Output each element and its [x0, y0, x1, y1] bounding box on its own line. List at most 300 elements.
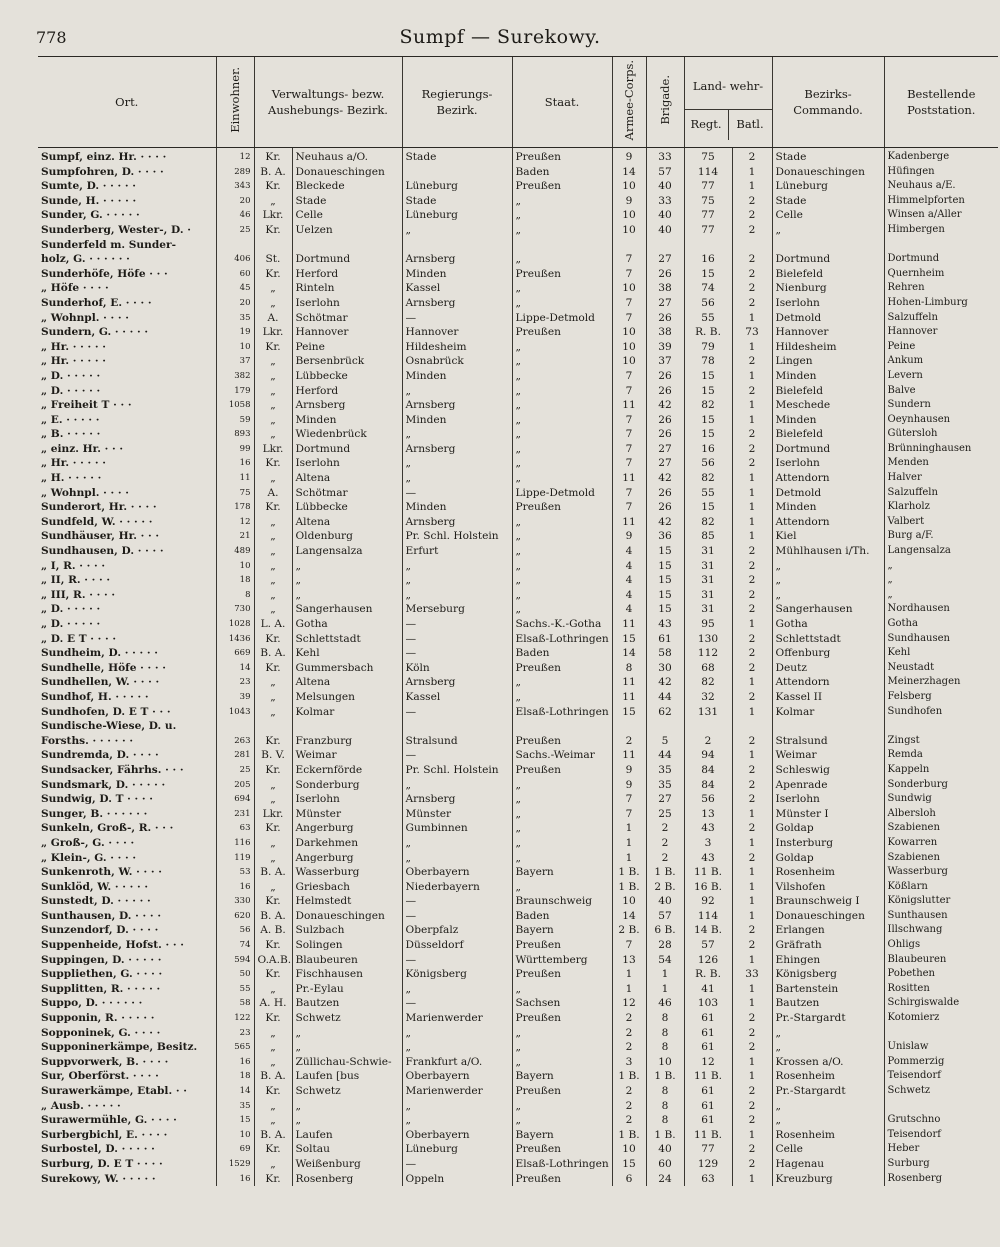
cell-regt: 13: [684, 807, 732, 822]
cell-ort: Sundhellen, W. · · · ·: [41, 676, 160, 689]
cell-armee-corps: 14: [612, 909, 646, 924]
cell-brigade: 40: [646, 179, 684, 194]
cell-poststation: Königslutter: [884, 894, 998, 909]
cell-ort: Sundhausen, D. · · · ·: [41, 545, 164, 558]
cell-einwohner: 281: [216, 748, 254, 763]
cell-regierung: —: [402, 646, 512, 661]
cell-regt: 3: [684, 836, 732, 851]
cell-staat: „: [512, 792, 612, 807]
cell-regt: 79: [684, 340, 732, 355]
table-row: [38, 1011, 998, 1026]
cell-bezirks-commando: „: [772, 1099, 884, 1114]
cell-ort: Forsths. · · · · · ·: [41, 734, 134, 747]
table-row: [38, 923, 998, 938]
cell-einwohner: 99: [216, 442, 254, 457]
cell-regt: R. B.: [684, 967, 732, 982]
cell-verwaltung-type: „: [254, 1040, 292, 1055]
cell-regierung: Merseburg: [402, 602, 512, 617]
cell-regt: 11 B.: [684, 1069, 732, 1084]
cell-verwaltung-type: „: [254, 413, 292, 428]
cell-regt: 31: [684, 602, 732, 617]
cell-bezirks-commando: Mühlhausen i/Th.: [772, 544, 884, 559]
table-row: [38, 456, 998, 471]
cell-verwaltung-type: Kr.: [254, 148, 292, 165]
cell-bezirks-commando: Erlangen: [772, 923, 884, 938]
cell-ort: „ Höfe · · · ·: [41, 282, 109, 295]
cell-ort: holz, G. · · · · · ·: [41, 253, 130, 266]
cell-armee-corps: 2 B.: [612, 923, 646, 938]
header-bezirks-label: Bezirks- Commando.: [793, 86, 863, 117]
table-row: [38, 311, 998, 326]
cell-ort: Sunderberg, Wester-, D. ·: [41, 223, 191, 236]
cell-staat: Preußen: [512, 661, 612, 676]
cell-armee-corps: 7: [612, 267, 646, 282]
cell-einwohner: 1058: [216, 398, 254, 413]
table-row: [38, 442, 998, 457]
cell-verwaltung-type: Kr.: [254, 1172, 292, 1187]
cell-ort: Sopponinek, G. · · · ·: [41, 1026, 161, 1039]
table-row: [38, 602, 998, 617]
cell-brigade: 35: [646, 778, 684, 793]
cell-brigade: 2 B.: [646, 880, 684, 895]
cell-bezirks-commando: [772, 238, 884, 253]
header-regierung: [402, 57, 512, 148]
cell-batl: 1: [732, 807, 772, 822]
cell-ort: Sundwig, D. T · · · ·: [41, 793, 153, 806]
cell-armee-corps: 10: [612, 340, 646, 355]
cell-regierung: Minden: [402, 500, 512, 515]
header-ort: [38, 57, 216, 148]
cell-regierung: Arnsberg: [402, 675, 512, 690]
cell-armee-corps: 1 B.: [612, 1069, 646, 1084]
cell-ort: Surawermühle, G. · · · ·: [41, 1114, 177, 1127]
cell-verwaltung-type: Kr.: [254, 894, 292, 909]
cell-verwaltung-type: Kr.: [254, 1084, 292, 1099]
cell-verwaltung-bezirk: Bersenbrück: [292, 354, 402, 369]
table-row: [38, 325, 998, 340]
cell-verwaltung-bezirk: „: [292, 1040, 402, 1055]
cell-armee-corps: 10: [612, 281, 646, 296]
table-row: [38, 909, 998, 924]
cell-verwaltung-type: B. A.: [254, 1128, 292, 1143]
cell-einwohner: 289: [216, 165, 254, 180]
cell-batl: 2: [732, 194, 772, 209]
cell-batl: 2: [732, 281, 772, 296]
cell-bezirks-commando: Minden: [772, 500, 884, 515]
cell-verwaltung-type: „: [254, 1026, 292, 1041]
cell-brigade: 15: [646, 559, 684, 574]
cell-brigade: 26: [646, 486, 684, 501]
cell-regt: 77: [684, 223, 732, 238]
cell-brigade: 27: [646, 296, 684, 311]
cell-brigade: 1 B.: [646, 1069, 684, 1084]
cell-regt: 57: [684, 938, 732, 953]
cell-regierung: Oberbayern: [402, 1128, 512, 1143]
table-row: [38, 515, 998, 530]
cell-staat: „: [512, 369, 612, 384]
cell-verwaltung-bezirk: Bleckede: [292, 179, 402, 194]
cell-armee-corps: [612, 719, 646, 734]
cell-brigade: 1: [646, 967, 684, 982]
header-verwaltung: [254, 57, 402, 148]
cell-regierung: Hildesheim: [402, 340, 512, 355]
cell-regierung: Stade: [402, 194, 512, 209]
cell-einwohner: 55: [216, 982, 254, 997]
cell-verwaltung-bezirk: Kolmar: [292, 705, 402, 720]
cell-verwaltung-bezirk: Münster: [292, 807, 402, 822]
cell-verwaltung-bezirk: Gotha: [292, 617, 402, 632]
table-row: [38, 982, 998, 997]
cell-regierung: Marienwerder: [402, 1084, 512, 1099]
cell-bezirks-commando: „: [772, 1113, 884, 1128]
cell-einwohner: 23: [216, 675, 254, 690]
cell-batl: 2: [732, 1142, 772, 1157]
cell-brigade: 57: [646, 165, 684, 180]
cell-verwaltung-bezirk: Minden: [292, 413, 402, 428]
cell-staat: „: [512, 573, 612, 588]
cell-armee-corps: 4: [612, 588, 646, 603]
cell-armee-corps: 7: [612, 369, 646, 384]
cell-armee-corps: 10: [612, 354, 646, 369]
cell-regt: 95: [684, 617, 732, 632]
cell-batl: 2: [732, 252, 772, 267]
cell-verwaltung-bezirk: Franzburg: [292, 734, 402, 749]
cell-regierung: Niederbayern: [402, 880, 512, 895]
cell-ort: Sumte, D. · · · · ·: [41, 180, 136, 193]
cell-regt: 114: [684, 909, 732, 924]
cell-bezirks-commando: Lüneburg: [772, 179, 884, 194]
cell-regt: 56: [684, 296, 732, 311]
cell-ort: „ Freiheit T · · ·: [41, 399, 132, 412]
cell-regierung: Münster: [402, 807, 512, 822]
cell-batl: 2: [732, 573, 772, 588]
cell-verwaltung-bezirk: Schötmar: [292, 311, 402, 326]
cell-einwohner: 10: [216, 340, 254, 355]
cell-brigade: 15: [646, 544, 684, 559]
table-row: [38, 588, 998, 603]
cell-regierung: Königsberg: [402, 967, 512, 982]
cell-bezirks-commando: Kreuzburg: [772, 1172, 884, 1187]
cell-verwaltung-type: „: [254, 296, 292, 311]
cell-ort: „ B. · · · · ·: [41, 428, 101, 441]
table-row: [38, 573, 998, 588]
cell-batl: 2: [732, 588, 772, 603]
cell-ort: Sumpfohren, D. · · · ·: [41, 165, 164, 178]
cell-batl: 1: [732, 996, 772, 1011]
cell-ort: „ Hr. · · · · ·: [41, 457, 106, 470]
cell-verwaltung-type: „: [254, 573, 292, 588]
table-row: [38, 369, 998, 384]
cell-regierung: Lüneburg: [402, 1142, 512, 1157]
cell-bezirks-commando: Dortmund: [772, 252, 884, 267]
cell-regierung: Marienwerder: [402, 1011, 512, 1026]
cell-regt: 14 B.: [684, 923, 732, 938]
cell-einwohner: 59: [216, 413, 254, 428]
cell-bezirks-commando: Bielefeld: [772, 267, 884, 282]
cell-brigade: 42: [646, 398, 684, 413]
cell-regierung: „: [402, 427, 512, 442]
cell-brigade: 8: [646, 1084, 684, 1099]
table-row: [38, 792, 998, 807]
cell-batl: 2: [732, 792, 772, 807]
cell-einwohner: 15: [216, 1113, 254, 1128]
cell-verwaltung-type: Kr.: [254, 500, 292, 515]
cell-staat: Preußen: [512, 179, 612, 194]
cell-brigade: 15: [646, 602, 684, 617]
cell-regierung: [402, 238, 512, 253]
cell-bezirks-commando: Goldap: [772, 821, 884, 836]
cell-verwaltung-bezirk: Schwetz: [292, 1084, 402, 1099]
cell-poststation: Oeynhausen: [884, 413, 998, 428]
cell-staat: Sachsen: [512, 996, 612, 1011]
cell-einwohner: 489: [216, 544, 254, 559]
cell-armee-corps: 2: [612, 1026, 646, 1041]
cell-bezirks-commando: Celle: [772, 208, 884, 223]
cell-brigade: 44: [646, 690, 684, 705]
cell-brigade: 43: [646, 617, 684, 632]
cell-poststation: Szabienen: [884, 821, 998, 836]
cell-regt: 131: [684, 705, 732, 720]
cell-staat: Preußen: [512, 1084, 612, 1099]
table-row: [38, 763, 998, 778]
cell-armee-corps: 9: [612, 763, 646, 778]
cell-einwohner: 1436: [216, 632, 254, 647]
cell-einwohner: 10: [216, 559, 254, 574]
cell-staat: „: [512, 588, 612, 603]
header-ort-label: Ort.: [115, 94, 139, 109]
cell-regt: 82: [684, 675, 732, 690]
cell-brigade: 35: [646, 763, 684, 778]
cell-ort: Surbostel, D. · · · · ·: [41, 1143, 155, 1156]
cell-einwohner: 58: [216, 996, 254, 1011]
cell-einwohner: 730: [216, 602, 254, 617]
cell-staat: „: [512, 1113, 612, 1128]
cell-brigade: 5: [646, 734, 684, 749]
cell-regierung: Gumbinnen: [402, 821, 512, 836]
cell-regt: 15: [684, 500, 732, 515]
cell-armee-corps: 2: [612, 1099, 646, 1114]
cell-staat: „: [512, 807, 612, 822]
cell-poststation: Kößlarn: [884, 880, 998, 895]
cell-poststation: Salzuffeln: [884, 311, 998, 326]
cell-armee-corps: 10: [612, 325, 646, 340]
table-row: [38, 413, 998, 428]
cell-staat: „: [512, 544, 612, 559]
cell-bezirks-commando: Meschede: [772, 398, 884, 413]
cell-brigade: 24: [646, 1172, 684, 1187]
cell-batl: 1: [732, 675, 772, 690]
cell-regierung: „: [402, 559, 512, 574]
cell-brigade: 27: [646, 456, 684, 471]
cell-bezirks-commando: Stralsund: [772, 734, 884, 749]
running-head: Sumpf — Surekowy.: [399, 26, 601, 48]
cell-einwohner: 1529: [216, 1157, 254, 1172]
cell-einwohner: 18: [216, 573, 254, 588]
cell-batl: 33: [732, 967, 772, 982]
cell-verwaltung-type: B. A.: [254, 1069, 292, 1084]
cell-verwaltung-bezirk: Züllichau-Schwie-: [292, 1055, 402, 1070]
cell-ort: Sunkenroth, W. · · · ·: [41, 866, 162, 879]
cell-regt: 31: [684, 588, 732, 603]
cell-armee-corps: 7: [612, 384, 646, 399]
cell-ort: Sundhofen, D. E T · · ·: [41, 705, 171, 718]
cell-brigade: 42: [646, 675, 684, 690]
cell-poststation: Brünninghausen: [884, 442, 998, 457]
cell-staat: Preußen: [512, 267, 612, 282]
cell-verwaltung-type: Lkr.: [254, 208, 292, 223]
cell-regt: 61: [684, 1040, 732, 1055]
cell-batl: 2: [732, 938, 772, 953]
cell-poststation: Valbert: [884, 515, 998, 530]
header-einwohner: [216, 57, 254, 148]
cell-ort: Sumpf, einz. Hr. · · · ·: [41, 151, 167, 163]
cell-regierung: „: [402, 384, 512, 399]
table-row: [38, 208, 998, 223]
cell-staat: „: [512, 880, 612, 895]
cell-bezirks-commando: Stade: [772, 148, 884, 165]
cell-regt: 43: [684, 821, 732, 836]
cell-ort: „ Ausb. · · · · ·: [41, 1099, 121, 1112]
cell-ort: Sunderhof, E. · · · ·: [41, 296, 152, 309]
cell-brigade: 8: [646, 1026, 684, 1041]
cell-verwaltung-bezirk: Wiedenbrück: [292, 427, 402, 442]
cell-batl: 2: [732, 763, 772, 778]
cell-staat: Bayern: [512, 1069, 612, 1084]
cell-verwaltung-type: Kr.: [254, 223, 292, 238]
cell-verwaltung-type: „: [254, 398, 292, 413]
cell-poststation: [884, 1026, 998, 1041]
cell-verwaltung-bezirk: Angerburg: [292, 821, 402, 836]
cell-einwohner: 75: [216, 486, 254, 501]
cell-verwaltung-bezirk: Schötmar: [292, 486, 402, 501]
cell-staat: Preußen: [512, 1172, 612, 1187]
cell-poststation: Menden: [884, 456, 998, 471]
cell-einwohner: 12: [216, 148, 254, 165]
cell-regt: 82: [684, 515, 732, 530]
cell-einwohner: 39: [216, 690, 254, 705]
cell-staat: „: [512, 559, 612, 574]
cell-brigade: 27: [646, 792, 684, 807]
cell-verwaltung-type: „: [254, 602, 292, 617]
cell-verwaltung-bezirk: Sangerhausen: [292, 602, 402, 617]
cell-verwaltung-bezirk: Hannover: [292, 325, 402, 340]
cell-poststation: Pobethen: [884, 967, 998, 982]
cell-batl: [732, 719, 772, 734]
cell-ort: Sunstedt, D. · · · · ·: [41, 895, 151, 908]
cell-ort: Sundsmark, D. · · · · ·: [41, 778, 166, 791]
cell-bezirks-commando: Rosenheim: [772, 1128, 884, 1143]
cell-einwohner: 16: [216, 456, 254, 471]
cell-verwaltung-bezirk: „: [292, 573, 402, 588]
cell-armee-corps: 12: [612, 996, 646, 1011]
cell-armee-corps: 14: [612, 165, 646, 180]
table-row: [38, 938, 998, 953]
cell-batl: 1: [732, 398, 772, 413]
cell-ort: Supponin, R. · · · · ·: [41, 1012, 155, 1025]
cell-ort: Suppenheide, Hofst. · · ·: [41, 939, 184, 952]
cell-verwaltung-bezirk: Helmstedt: [292, 894, 402, 909]
cell-verwaltung-type: Kr.: [254, 632, 292, 647]
cell-verwaltung-bezirk: Eckernförde: [292, 763, 402, 778]
cell-bezirks-commando: Vilshofen: [772, 880, 884, 895]
cell-armee-corps: 8: [612, 661, 646, 676]
header-landwehr: [684, 57, 772, 148]
cell-poststation: Neuhaus a/E.: [884, 179, 998, 194]
cell-ort: „ Groß-, G. · · · ·: [41, 836, 135, 849]
cell-verwaltung-bezirk: Soltau: [292, 1142, 402, 1157]
cell-einwohner: 205: [216, 778, 254, 793]
cell-armee-corps: 7: [612, 807, 646, 822]
cell-staat: Bayern: [512, 865, 612, 880]
cell-bezirks-commando: „: [772, 1040, 884, 1055]
cell-armee-corps: 1: [612, 967, 646, 982]
cell-verwaltung-bezirk: Oldenburg: [292, 529, 402, 544]
cell-ort: Sundhof, H. · · · · ·: [41, 690, 149, 703]
cell-staat: „: [512, 471, 612, 486]
cell-bezirks-commando: Iserlohn: [772, 296, 884, 311]
cell-verwaltung-bezirk: „: [292, 1099, 402, 1114]
cell-ort: „ D. · · · · ·: [41, 603, 101, 616]
cell-regierung: Lüneburg: [402, 208, 512, 223]
cell-batl: 2: [732, 296, 772, 311]
cell-verwaltung-bezirk: Weimar: [292, 748, 402, 763]
cell-batl: 1: [732, 311, 772, 326]
cell-regt: 15: [684, 427, 732, 442]
cell-batl: 1: [732, 413, 772, 428]
cell-regierung: —: [402, 1157, 512, 1172]
cell-poststation: Peine: [884, 340, 998, 355]
cell-brigade: 26: [646, 311, 684, 326]
cell-batl: 2: [732, 1099, 772, 1114]
cell-verwaltung-type: „: [254, 471, 292, 486]
cell-poststation: Illschwang: [884, 923, 998, 938]
cell-regierung: Pr. Schl. Holstein: [402, 763, 512, 778]
cell-ort: Supponinerkämpe, Besitz.: [41, 1041, 198, 1054]
cell-regt: 55: [684, 311, 732, 326]
cell-brigade: 15: [646, 588, 684, 603]
cell-armee-corps: 11: [612, 398, 646, 413]
table-row: [38, 252, 998, 267]
cell-verwaltung-bezirk: Herford: [292, 267, 402, 282]
cell-verwaltung-type: Kr.: [254, 661, 292, 676]
cell-bezirks-commando: Dortmund: [772, 442, 884, 457]
cell-verwaltung-type: „: [254, 354, 292, 369]
cell-armee-corps: 10: [612, 894, 646, 909]
cell-ort: Surbergbichl, E. · · · ·: [41, 1128, 168, 1141]
cell-regierung: Hannover: [402, 325, 512, 340]
cell-poststation: Pommerzig: [884, 1055, 998, 1070]
cell-ort: „ einz. Hr. · · ·: [41, 442, 124, 455]
cell-verwaltung-type: Kr.: [254, 179, 292, 194]
cell-poststation: Kadenberge: [884, 148, 998, 165]
cell-brigade: 33: [646, 194, 684, 209]
header-post: [884, 57, 998, 148]
cell-brigade: 42: [646, 515, 684, 530]
cell-regt: 82: [684, 398, 732, 413]
cell-verwaltung-bezirk: Sonderburg: [292, 778, 402, 793]
cell-armee-corps: 2: [612, 734, 646, 749]
cell-verwaltung-bezirk: Laufen [bus: [292, 1069, 402, 1084]
cell-brigade: 40: [646, 1142, 684, 1157]
cell-armee-corps: [612, 238, 646, 253]
cell-bezirks-commando: Minden: [772, 369, 884, 384]
table-row: [38, 646, 998, 661]
cell-batl: 2: [732, 923, 772, 938]
cell-regierung: Kassel: [402, 690, 512, 705]
cell-verwaltung-type: B. A.: [254, 646, 292, 661]
cell-poststation: Rehren: [884, 281, 998, 296]
cell-verwaltung-type: „: [254, 369, 292, 384]
